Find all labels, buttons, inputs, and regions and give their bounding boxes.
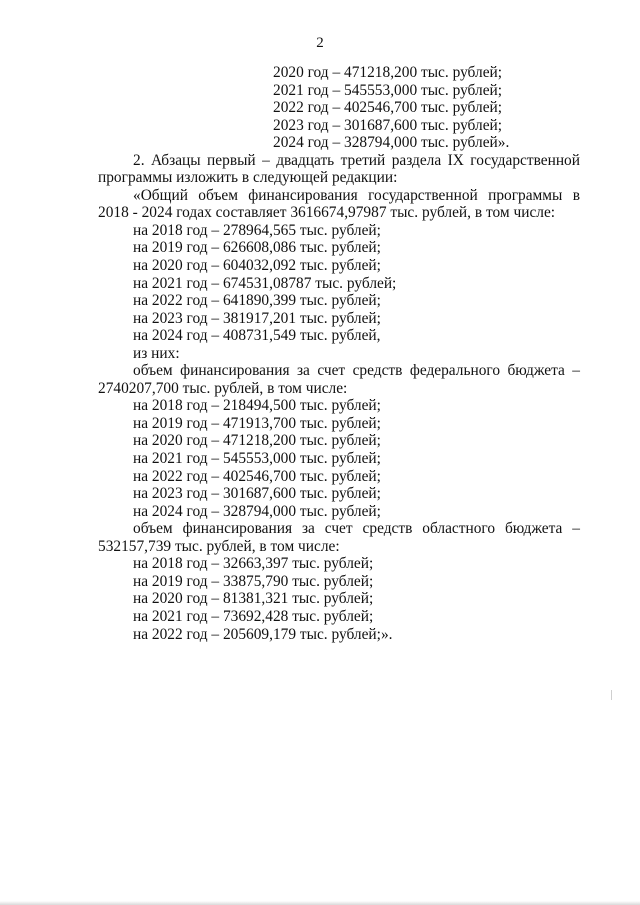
list-item-2020: 2020 год – 471218,200 тыс. рублей; (273, 64, 503, 81)
total-item-2021: на 2021 год – 674531,08787 тыс. рублей; (133, 274, 397, 292)
quote-line-1: «Общий объем финансирования государственной программы в (133, 186, 580, 204)
list-item-2024: 2024 год – 328794,000 тыс. рублей». (273, 134, 510, 152)
scan-mark (611, 690, 612, 700)
total-item-2022: на 2022 год – 641890,399 тыс. рублей; (133, 292, 381, 310)
regional-item-2019: на 2019 год – 33875,790 тыс. рублей; (133, 572, 374, 590)
scan-bottom-edge (0, 901, 640, 905)
list-item-2023: 2023 год – 301687,600 тыс. рублей; (273, 116, 503, 134)
federal-item-2024: на 2024 год – 328794,000 тыс. рублей; (133, 502, 381, 520)
total-item-2024: на 2024 год – 408731,549 тыс. рублей, (133, 327, 381, 345)
list-item-2021: 2021 год – 545553,000 тыс. рублей; (273, 81, 503, 99)
federal-item-2023: на 2023 год – 301687,600 тыс. рублей; (133, 485, 381, 503)
total-item-2023: на 2023 год – 381917,201 тыс. рублей; (133, 309, 381, 327)
federal-line-1: объем финансирования за счет средств федерального бюджета – (133, 362, 580, 380)
list-item-2022: 2022 год – 402546,700 тыс. рублей; (273, 99, 503, 117)
regional-item-2020: на 2020 год – 81381,321 тыс. рублей; (133, 590, 374, 608)
document-body (98, 64, 580, 643)
regional-item-2022: на 2022 год – 205609,179 тыс. рублей;». (133, 625, 393, 643)
of-them-label: из них: (133, 344, 180, 362)
regional-line-2: 532157,739 тыс. рублей, в том числе: (98, 537, 340, 555)
federal-item-2022: на 2022 год – 402546,700 тыс. рублей; (133, 467, 381, 485)
federal-line-2: 2740207,700 тыс. рублей, в том числе: (98, 379, 348, 397)
regional-line-1: объем финансирования за счет средств областного бюджета – (133, 520, 580, 538)
quote-line-2: 2018 - 2024 годах составляет 3616674,97987 тыс. рублей, в том числе: (98, 204, 556, 222)
federal-item-2018: на 2018 год – 218494,500 тыс. рублей; (133, 397, 381, 415)
page-number: 2 (316, 35, 324, 51)
total-item-2020: на 2020 год – 604032,092 тыс. рублей; (133, 257, 381, 275)
regional-item-2018: на 2018 год – 32663,397 тыс. рублей; (133, 555, 374, 573)
paragraph-2-line-1: 2. Абзацы первый – двадцать третий раздела IX государственной (133, 151, 580, 169)
paragraph-2-line-2: программы изложить в следующей редакции: (98, 169, 398, 187)
total-item-2018: на 2018 год – 278964,565 тыс. рублей; (133, 221, 381, 239)
regional-item-2021: на 2021 год – 73692,428 тыс. рублей; (133, 607, 374, 625)
total-item-2019: на 2019 год – 626608,086 тыс. рублей; (133, 239, 381, 257)
federal-item-2020: на 2020 год – 471218,200 тыс. рублей; (133, 432, 381, 450)
federal-item-2021: на 2021 год – 545553,000 тыс. рублей; (133, 450, 381, 468)
federal-item-2019: на 2019 год – 471913,700 тыс. рублей; (133, 414, 381, 432)
